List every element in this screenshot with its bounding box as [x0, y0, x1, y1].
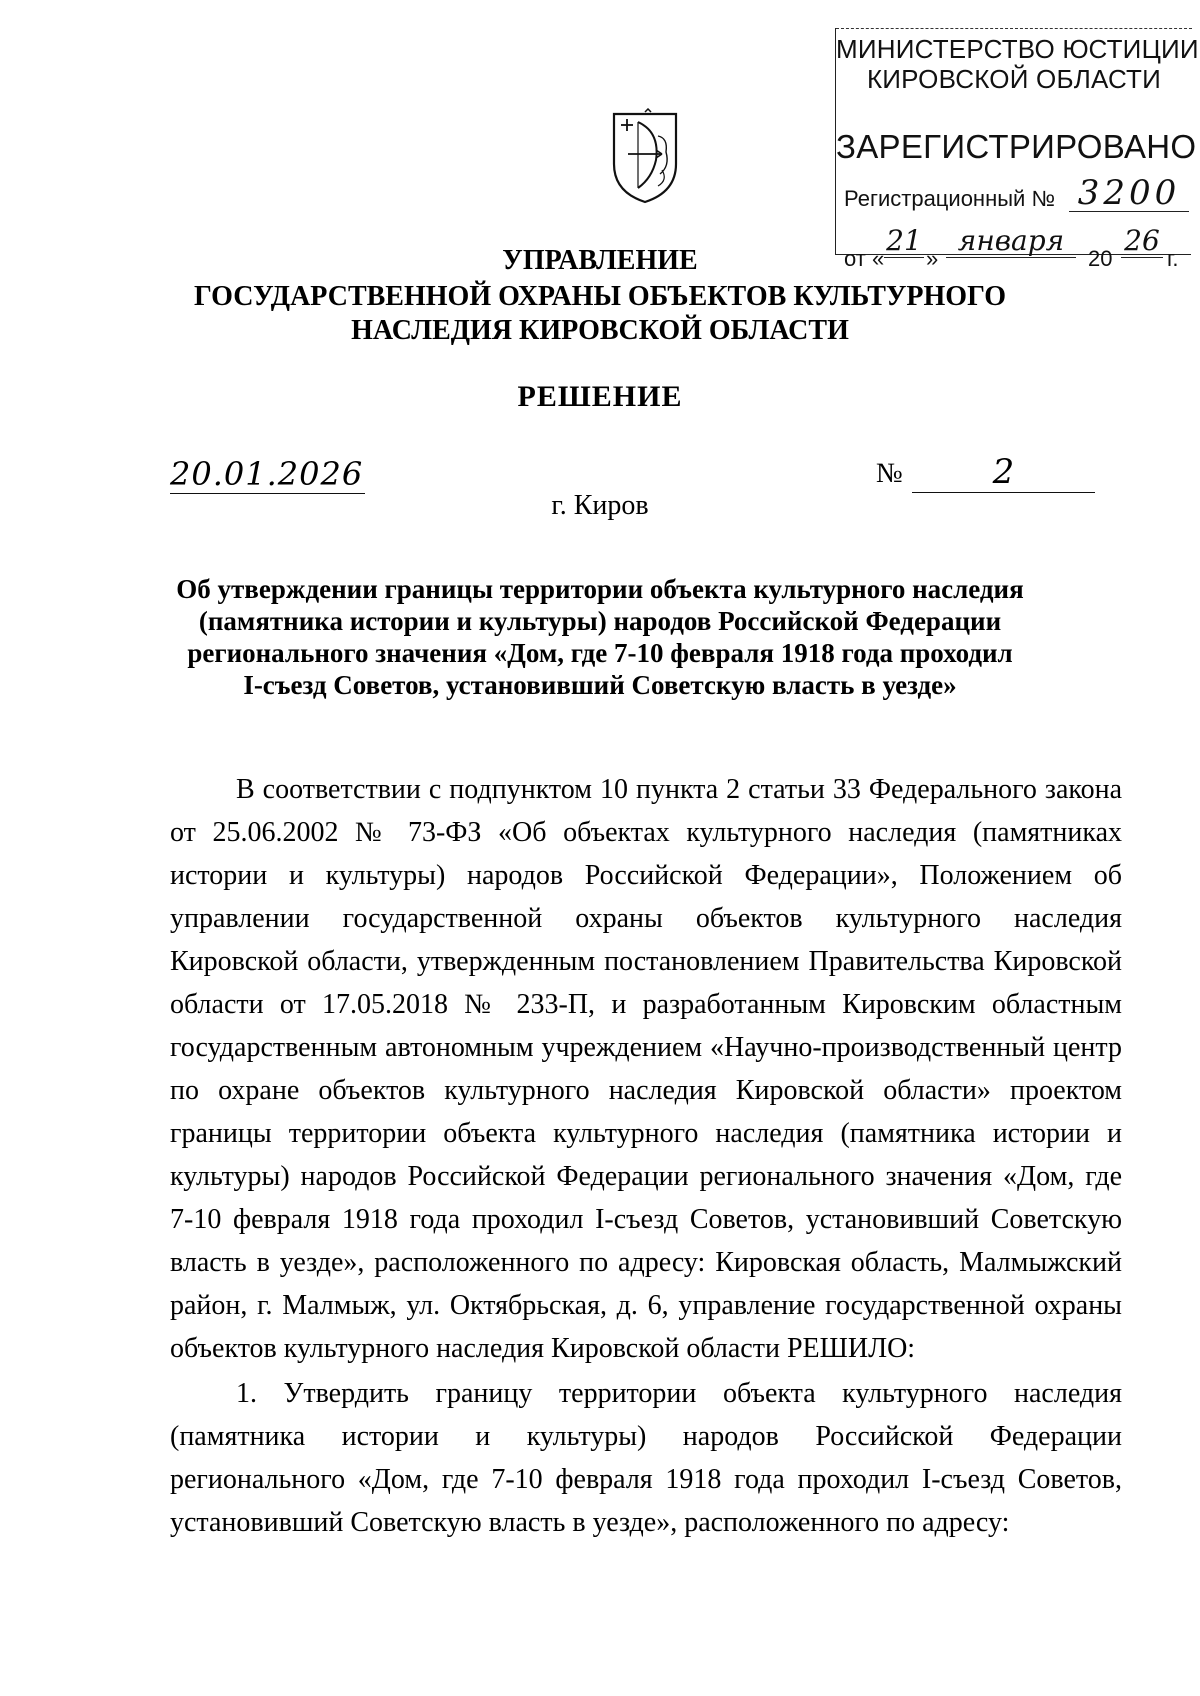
subject-line: регионального значения «Дом, где 7-10 февраля 1918 года проходил — [187, 638, 1013, 668]
stamp-ministry: МИНИСТЕРСТВО ЮСТИЦИИ — [836, 34, 1199, 64]
stamp-year-prefix: 20 — [1088, 246, 1113, 271]
stamp-date-prefix: от « — [844, 246, 885, 271]
stamp-year-suffix: 26 — [1121, 224, 1163, 258]
body-paragraph: В соответствии с подпунктом 10 пункта 2 статьи 33 Федерального закона от 25.06.2002 № 73-ФЗ «Об объектах культурного наследия (памятниках истории и культуры) народов Российской Федерации», Положением об управлении государственной охраны объектов культурного наследия Кировской области, утвержденным постановлением Правительства Кировской области от 17.05.2018 № 233-П, и разработанным Кировским областным государственным автономным учреждением «Научно-производственный центр по охране объектов культурного наследия Кировской области» проектом границы территории объекта культурного наследия (памятника истории и культуры) народов Российской Федерации регионального значения «Дом, где 7-10 февраля 1918 года проходил I-съезд Советов, установивший Советскую власть в уезде», расположенного по адресу: Кировская область, Малмыжский район, г. Малмыж, ул. Октябрьская, д. 6, управление государственной охраны объектов культурного наследия Кировской области РЕШИЛО: — [170, 774, 1122, 1364]
body-paragraph: 1. Утвердить границу территории объекта культурного наследия (памятника истории и культуры) народов Российской Федерации регионального «Дом, где 7-10 февраля 1918 года проходил I-съезд Советов, установивший Советскую власть в уезде», расположенного по адресу: — [170, 1378, 1122, 1538]
org-line-2: ГОСУДАРСТВЕННОЙ ОХРАНЫ ОБЪЕКТОВ КУЛЬТУРНОГО — [194, 281, 1006, 312]
subject-line: I-съезд Советов, установивший Советскую власть в уезде» — [243, 670, 957, 700]
org-line-1: УПРАВЛЕНИЕ — [502, 245, 698, 276]
stamp-reg-label: Регистрационный № — [844, 186, 1056, 211]
stamp-date-month: января — [946, 224, 1076, 258]
subject-line: (памятника истории и культуры) народов Российской Федерации — [198, 606, 1002, 636]
registration-stamp — [835, 28, 1199, 271]
subject-line: Об утверждении границы территории объекта культурного наследия — [176, 574, 1024, 604]
kirov-coat-of-arms-icon — [608, 108, 682, 206]
org-line-3: НАСЛЕДИЯ КИРОВСКОЙ ОБЛАСТИ — [351, 315, 849, 346]
stamp-date-day: 21 — [884, 224, 924, 258]
document-subject — [140, 573, 1060, 701]
stamp-registered: ЗАРЕГИСТРИРОВАНО — [836, 128, 1197, 165]
document-city: г. Киров — [551, 490, 649, 521]
stamp-region: КИРОВСКОЙ ОБЛАСТИ — [866, 64, 1162, 94]
stamp-reg-number: 3200 — [1069, 175, 1189, 212]
stamp-date-close: » — [926, 246, 939, 271]
document-body — [170, 768, 1122, 1544]
document-date: 20.01.2026 — [170, 455, 364, 493]
document-number: 2 — [912, 452, 1095, 493]
document-type: РЕШЕНИЕ — [517, 380, 683, 413]
stamp-year-end: г. — [1167, 246, 1179, 271]
document-number-label: № — [876, 458, 903, 489]
